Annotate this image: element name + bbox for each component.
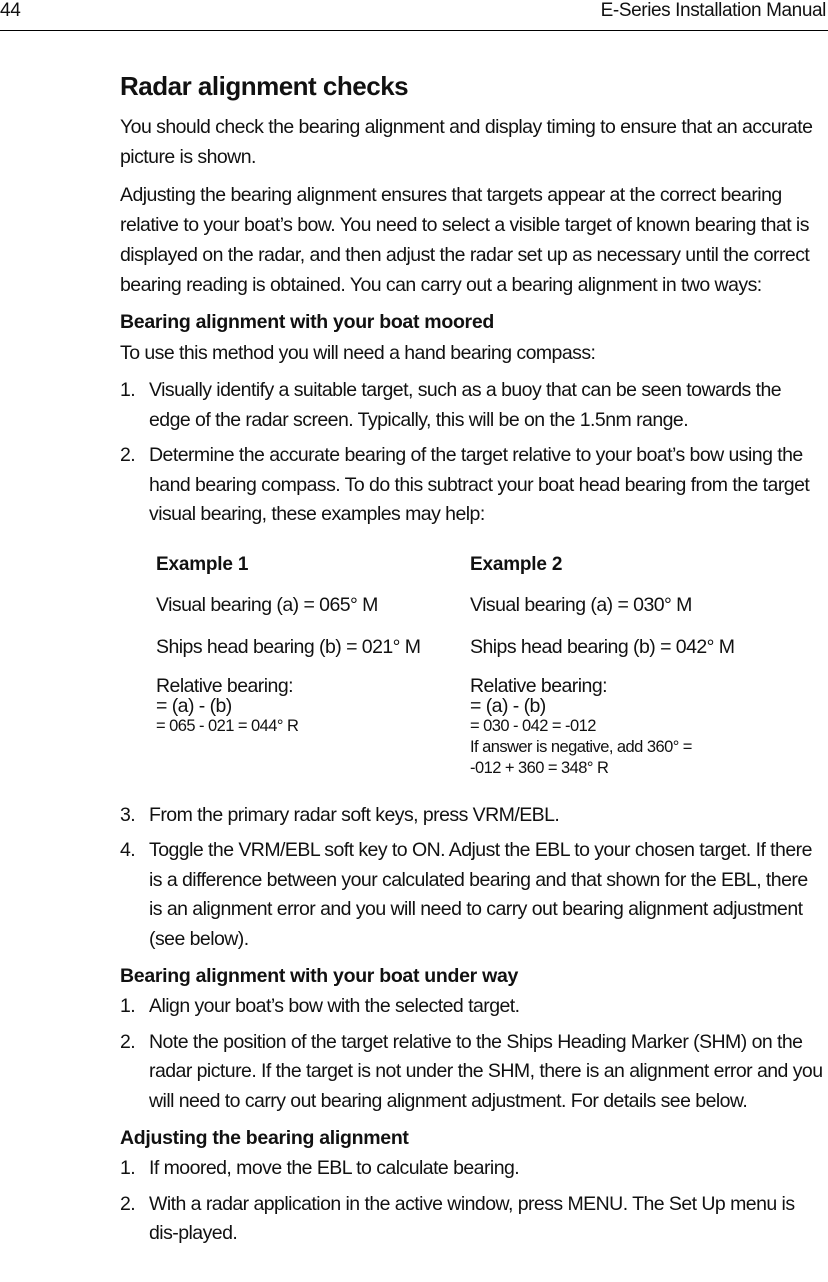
negative-result: -012 + 360 = 348° R	[470, 758, 609, 777]
moored-heading: Bearing alignment with your boat moored	[120, 311, 494, 333]
list-item: 1. Align your boat’s bow with the selected target.	[120, 995, 520, 1017]
under-way-steps	[120, 992, 824, 1116]
relative-bearing-label: Relative bearing:	[156, 674, 293, 697]
adjusting-heading: Adjusting the bearing alignment	[120, 1127, 409, 1149]
visual-bearing: Visual bearing (a) = 065° M	[156, 593, 378, 616]
relative-bearing-calc: = 030 - 042 = -012	[470, 716, 596, 735]
list-item: 2. With a radar application in the active window, press MENU. The Set Up menu is dis-played.	[120, 1192, 795, 1244]
manual-title: E-Series Installation Manual	[600, 0, 826, 21]
relative-bearing-formula: = (a) - (b)	[470, 694, 546, 717]
moored-intro: To use this method you will need a hand bearing compass:	[120, 342, 596, 364]
moored-steps	[120, 376, 824, 530]
example-title: Example 2	[470, 553, 563, 575]
under-way-heading: Bearing alignment with your boat under way	[120, 965, 519, 987]
list-item: 2. Note the position of the target relative to the Ships Heading Marker (SHM) on the radar picture. If the target is not under the SHM, there is an alignment error and you will need to carry out bearing alignment adjustment. For details see below.	[120, 1030, 823, 1112]
example-title: Example 1	[156, 553, 249, 575]
example-1	[156, 552, 470, 779]
adjusting-steps	[120, 1154, 824, 1249]
list-item: 2. Determine the accurate bearing of the target relative to your boat’s bow using the hand bearing compass. To do this subtract your boat head bearing from the target visual bearing, these examples may help:	[120, 444, 810, 525]
relative-bearing-calc: = 065 - 021 = 044° R	[156, 716, 299, 735]
page-header	[0, 0, 828, 31]
list-item: 4. Toggle the VRM/EBL soft key to ON. Adjust the EBL to your chosen target. If there is a difference between your calculated bearing and that shown for the EBL, there is an alignment error and you will need to carry out bearing alignment adjustment (see below).	[120, 839, 812, 950]
example-2	[470, 552, 784, 779]
ships-head-bearing: Ships head bearing (b) = 042° M	[470, 635, 735, 658]
ships-head-bearing: Ships head bearing (b) = 021° M	[156, 635, 421, 658]
list-item: 1. If moored, move the EBL to calculate bearing.	[120, 1157, 520, 1179]
list-item: 3. From the primary radar soft keys, press VRM/EBL.	[120, 803, 560, 826]
relative-bearing-formula: = (a) - (b)	[156, 694, 232, 717]
intro-paragraph-2: Adjusting the bearing alignment ensures that targets appear at the correct bearing relative to your boat’s bow. You need to select a visible target of known bearing that is displayed on the radar, and then adjust the radar set up as necessary until the correct bearing reading is obtained. You can carry out a bearing alignment in two ways:	[120, 184, 810, 296]
list-item: 1. Visually identify a suitable target, such as a buoy that can be seen towards the edge of the radar screen. Typically, this will be on the 1.5nm range.	[120, 379, 782, 431]
page-body	[120, 68, 824, 1255]
relative-bearing-label: Relative bearing:	[470, 674, 607, 697]
negative-note: If answer is negative, add 360° =	[470, 737, 692, 756]
intro-paragraph-1: You should check the bearing alignment and display timing to ensure that an accurate picture is shown.	[120, 116, 813, 168]
visual-bearing: Visual bearing (a) = 030° M	[470, 593, 692, 616]
moored-steps-continued	[120, 801, 824, 955]
page-number: 44	[0, 0, 21, 21]
section-heading: Radar alignment checks	[120, 71, 409, 101]
bearing-examples	[156, 552, 824, 779]
